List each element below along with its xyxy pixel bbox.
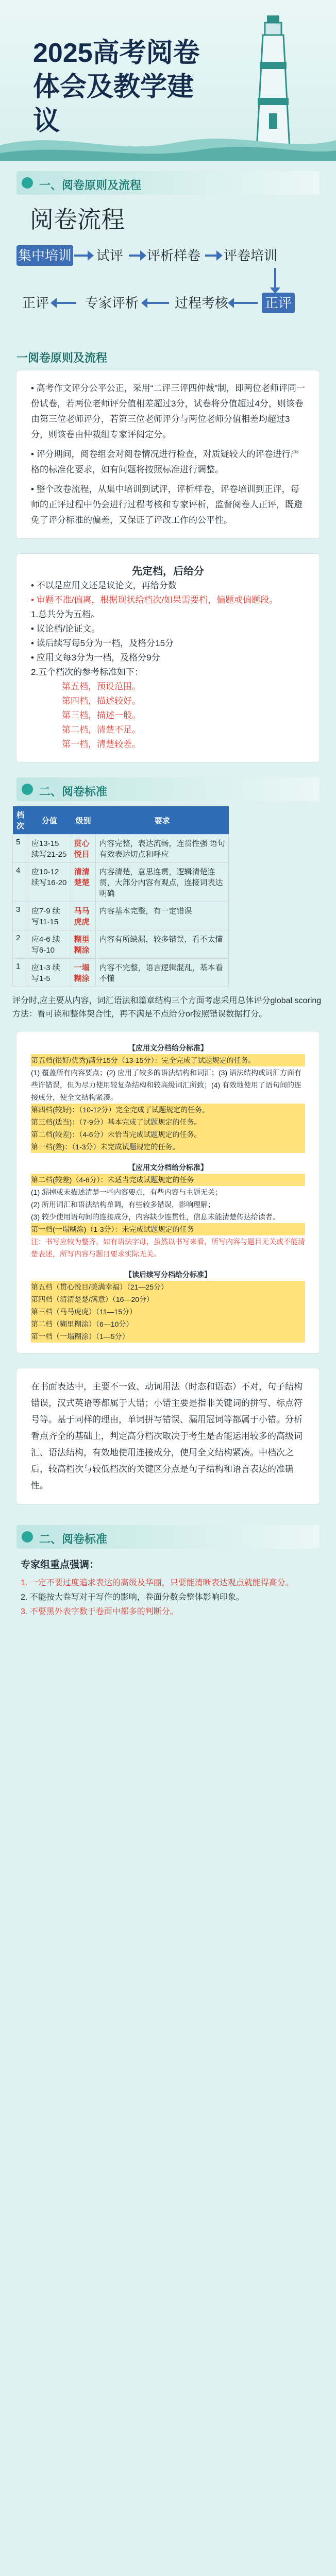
arrow-right-icon <box>205 255 217 257</box>
table-cell: 内容清楚，意思连贯，逻辑清楚连贯，大部分内容有观点，连接词表达明确 <box>96 863 229 902</box>
paragraph: • 高考作文评分公平公正，采用“二评三评四仲裁”制，即两位老师评同一份试卷，若两位老师评分值相差超过3分，试卷将分值超过4分，则该卷由第三位老师评分，若第三位老师评分与两位老师分值相差均超过3分，则该卷由仲裁组专家评阅定分。 <box>31 383 305 439</box>
paragraph: • 整个改卷流程，从集中培训到试评，评析样卷，评卷培训到正评，每师的正评过程中仍会进行过程考核和专家评析，监督阅卷人正评，既避免了评分标准的偏差，又保证了评改工作的公平性。 <box>31 484 303 525</box>
line: 1.总共分为五档。 <box>31 609 100 619</box>
table-cell: 应10-12 续写16-20 <box>28 863 71 902</box>
line: 第三档，描述一般。 <box>62 710 141 720</box>
flow-title: 阅卷流程 <box>30 206 125 233</box>
table-cell: 4 <box>13 863 28 902</box>
rule-item: 第三档(适当)：（7-9分）基本完成了试题规定的任务。 <box>31 1116 305 1128</box>
section-heading: 二、阅卷标准 <box>39 1533 108 1546</box>
rule-item: 第一档（一塌糊涂）（1—5分） <box>31 1330 305 1343</box>
table-row <box>13 930 229 959</box>
table-cell: 糊里糊涂 <box>71 930 96 959</box>
point-item: 1. 一定不要过度追求表达的高级及华丽，只要能清晰表达观点就能得高分。 <box>21 1579 294 1587</box>
table-cell: 内容不完整，语言逻辑混乱，基本看不懂 <box>96 959 229 987</box>
rule-item: 第五档(很好/优秀)满分15分（13-15分）：完全完成了试题规定的任务。 <box>31 1054 305 1066</box>
table-cell: 应4-6 续写6-10 <box>28 930 71 959</box>
line: • 议论档/论证文。 <box>31 624 100 634</box>
rules-heading: 【应用文分档给分标准】 <box>128 1044 208 1052</box>
rule-item: 第五档（贯心悦目/美满幸福）（21—25分） <box>31 1281 305 1293</box>
section-heading: 一阅卷原则及流程 <box>16 351 108 364</box>
table-cell: 2 <box>13 930 28 959</box>
section-heading: 一、阅卷原则及流程 <box>39 179 142 192</box>
rule-item: 注：书写应较为整齐，如有语法字母，虽然以书写来看，所写内容与题目无关或不能清楚表述，所写内容与题目要求实际无关。 <box>31 1238 305 1258</box>
arrow-down-icon <box>274 268 276 289</box>
rule-item: 第一档(差)：（1-3分）未完成试题规定的任务。 <box>31 1141 305 1153</box>
header-banner <box>0 0 336 161</box>
subheading: 专家组重点强调： <box>21 1560 99 1570</box>
flow-step: 集中培训 <box>16 245 73 266</box>
bullet-dot-icon <box>22 784 33 795</box>
flow-step: 正评 <box>262 293 295 313</box>
grade-table <box>12 806 229 987</box>
point-item: 2. 不能按大卷写对于写作的影响，卷面分数会整体影响印象。 <box>21 1593 244 1602</box>
line: 第四档，描述较好。 <box>62 696 141 706</box>
table-cell: 应1-3 续写1-5 <box>28 959 71 987</box>
bullet-dot-icon <box>22 1531 33 1543</box>
table-row <box>13 835 229 863</box>
flow-step: 试评 <box>96 248 123 263</box>
arrow-left-icon <box>146 302 169 304</box>
bullet-dot-icon <box>22 177 33 189</box>
rule-item: 第三档（马马虎虎）（11—15分） <box>31 1306 305 1318</box>
rule-item: 第四档(较好)：（10-12分）完全完成了试题规定的任务。 <box>31 1104 305 1116</box>
rule-item: (2) 所用词汇和语法结构单调，有些较多错误，影响理解； <box>31 1200 215 1209</box>
arrow-right-icon <box>74 255 89 257</box>
table-cell: 应13-15 续写21-25 <box>28 835 71 863</box>
table-cell: 1 <box>13 959 28 987</box>
table-cell: 内容基本完整，有一定错误 <box>96 902 229 930</box>
note-text: 评分时,应主要从内容，词汇语法和篇章结构三个方面考虑采用总体评分global scoring方法：看可读和整体契合性，再不满是不点给分or按照错误数据打分。 <box>12 996 322 1019</box>
line: • 不以是应用文还是议论文，再给分数 <box>31 581 177 590</box>
wave-decoration <box>0 125 336 161</box>
rule-item: 第一档(一塌糊涂)（1-3分）：未完成试题规定的任务 <box>31 1223 305 1235</box>
line: 2.五个档次的参考标准如下： <box>31 667 144 677</box>
rule-item: 第四档（清清楚楚/满意）（16—20分） <box>31 1293 305 1306</box>
table-cell: 5 <box>13 835 28 863</box>
section-heading-bar <box>16 777 320 801</box>
table-header: 分值 <box>28 806 71 835</box>
flow-step: 专家评析 <box>85 295 139 311</box>
flow-diagram <box>16 195 320 349</box>
section-heading-bar <box>16 171 320 195</box>
arrow-left-icon <box>56 302 76 304</box>
section-heading-bar <box>16 1525 320 1549</box>
rule-item: (3) 较少使用语句间的连接成分，内容缺少连贯性，信息未能清楚传达给读者。 <box>31 1213 280 1221</box>
table-cell: 内容完整，表达流畅，连贯性强 语句有效表达切点和呼应 <box>96 835 229 863</box>
principles-card <box>16 370 320 538</box>
rules-card <box>16 1031 320 1353</box>
arrow-right-icon <box>129 255 141 257</box>
rule-item: 第二档(较差)：（4-6分）未恰当完成试题规定的任务。 <box>31 1128 305 1141</box>
flow-step: 评析样卷 <box>146 248 200 263</box>
line: 第一档，清楚较差。 <box>62 739 141 749</box>
section-heading: 先定档，后给分 <box>132 566 204 577</box>
page-title: 2025高考阅卷体会及教学建议 <box>33 38 200 136</box>
table-cell: 应7-9 续写11-15 <box>28 902 71 930</box>
line: • 审题不准/偏离，根据现状给档次/如果需要档，偏题或偏题段。 <box>31 595 278 605</box>
flow-step: 过程考核 <box>174 295 228 311</box>
rule-item: 第二档（糊里糊涂）（6—10分） <box>31 1318 305 1330</box>
table-header: 级别 <box>71 806 96 835</box>
summary-text: 在书面表达中，主要不一致、动词用法（时态和语态）不对，句子结构错误，汉式英语等都属于大错；小错主要是指非关键词的拼写、标点符号等。基于同样的理由，单词拼写错误、漏用冠词等都属于小错。分析看点齐全的基础上，判定高分档次取决于考生是否能运用较多的高级词汇、语法结构，有效地使用连接成分，使用全文结构紧凑。中档次之后，较高档次与较低档次的关键区分点是句子结构和语言表达的准确性。 <box>31 1382 303 1490</box>
table-row <box>13 863 229 902</box>
rule-item: 第二档(较差)（4-6分）：未适当完成试题规定的任务 <box>31 1174 305 1186</box>
rule-item: (1) 覆盖所有内容要点；(2) 应用了较多的语法结构和词汇；(3) 语法结构或词汇方面有些许错误，但为尽力使用较复杂结构和较高级词汇所致；(4) 有效地使用了语句间的连接成分，使全文结构紧凑。 <box>31 1069 301 1101</box>
table-row <box>13 902 229 930</box>
table-header: 要求 <box>96 806 229 835</box>
flow-step: 评卷培训 <box>223 248 277 263</box>
rules-heading: 【读后续写分档给分标准】 <box>125 1270 211 1279</box>
line: 第二档，清楚不足。 <box>62 725 141 735</box>
table-cell: 马马虎虎 <box>71 902 96 930</box>
section-heading: 二、阅卷标准 <box>39 785 108 798</box>
line: 第五档，预设范围。 <box>62 682 141 691</box>
table-cell: 清清楚楚 <box>71 863 96 902</box>
grading-card <box>16 554 320 762</box>
points-list <box>21 1576 315 1619</box>
table-cell: 一塌糊涂 <box>71 959 96 987</box>
flow-step: 正评 <box>22 295 49 311</box>
line: • 应用文每3分为一档，及格分9分 <box>31 653 160 663</box>
rule-item: (1) 漏掉或未描述清楚一些内容要点，有些内容与主题无关； <box>31 1188 222 1196</box>
paragraph: • 评分期间，阅卷组会对阅卷情况进行检查，对质疑较大的评卷进行严格的标准化要求，如有问题将按照标准进行调整。 <box>31 449 299 474</box>
table-row <box>13 959 229 987</box>
table-cell: 内容有所缺漏，较多错误，看不太懂 <box>96 930 229 959</box>
table-header: 档次 <box>13 806 28 835</box>
arrow-left-icon <box>233 302 258 304</box>
rules-heading: 【应用文分档给分标准】 <box>128 1163 208 1172</box>
table-cell: 3 <box>13 902 28 930</box>
line: • 读后续写每5分为一档，及格分15分 <box>31 638 174 648</box>
table-cell: 贯心悦目 <box>71 835 96 863</box>
point-item: 3. 不要黑外表字数于卷面中都多的判断分。 <box>21 1607 178 1616</box>
summary-card <box>16 1368 320 1504</box>
